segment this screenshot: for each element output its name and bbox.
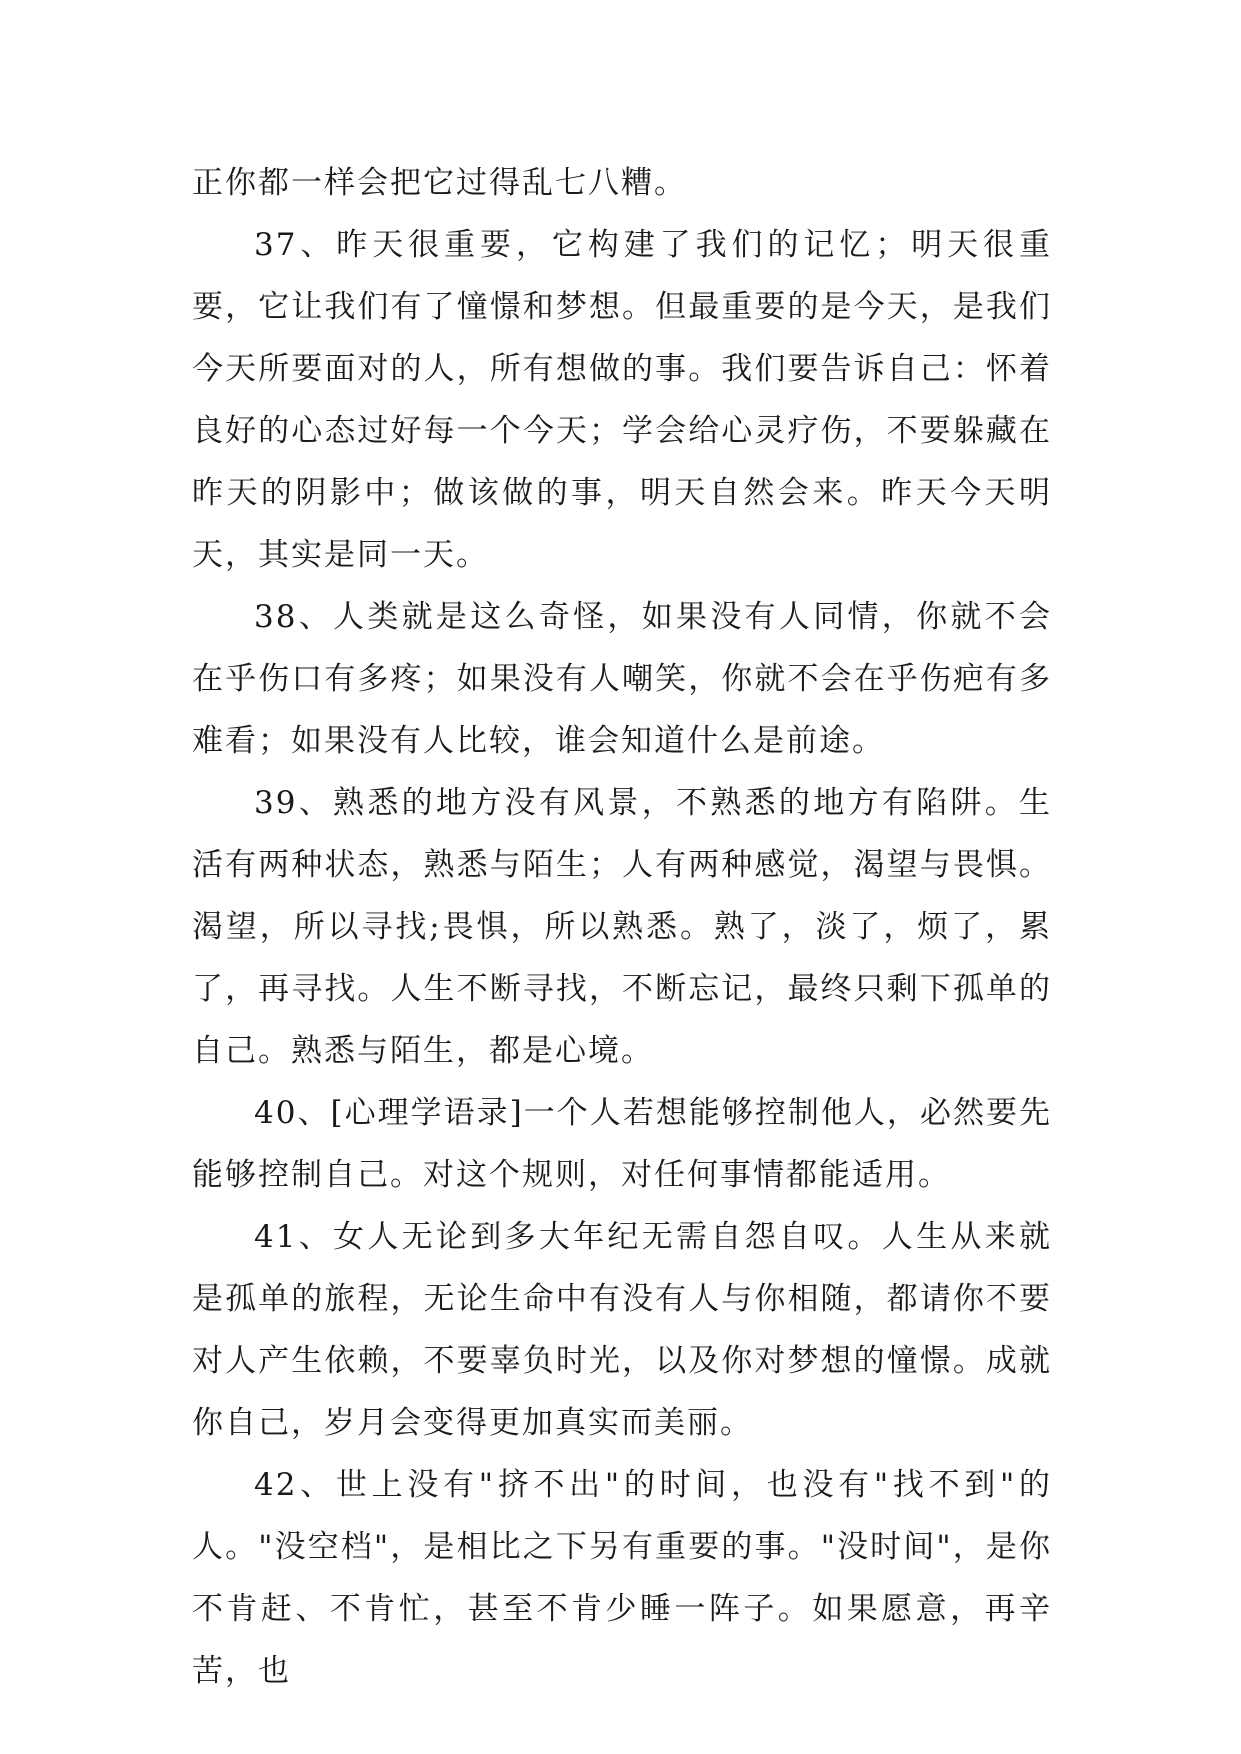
- paragraph-37: 37、昨天很重要，它构建了我们的记忆；明天很重要，它让我们有了憧憬和梦想。但最重要的是今天，是我们今天所要面对的人，所有想做的事。我们要告诉自己：怀着良好的心态过好每一个今天；学会给心灵疗伤，不要躲藏在昨天的阴影中；做该做的事，明天自然会来。昨天今天明天，其实是同一天。: [192, 227, 1052, 573]
- paragraph-38: 38、人类就是这么奇怪，如果没有人同情，你就不会在乎伤口有多疼；如果没有人嘲笑，你就不会在乎伤疤有多难看；如果没有人比较，谁会知道什么是前途。: [192, 599, 1052, 759]
- paragraph-42: 42、世上没有"挤不出"的时间，也没有"找不到"的人。"没空档"，是相比之下另有重要的事。"没时间"，是你不肯赶、不肯忙，甚至不肯少睡一阵子。如果愿意，再辛苦，也: [192, 1467, 1052, 1689]
- paragraph-41: 41、女人无论到多大年纪无需自怨自叹。人生从来就是孤单的旅程，无论生命中有没有人与你相随，都请你不要对人产生依赖，不要辜负时光，以及你对梦想的憧憬。成就你自己，岁月会变得更加真实而美丽。: [192, 1219, 1052, 1441]
- paragraph-continuation: 正你都一样会把它过得乱七八糟。: [192, 165, 687, 201]
- paragraph-39: 39、熟悉的地方没有风景，不熟悉的地方有陷阱。生活有两种状态，熟悉与陌生；人有两种感觉，渴望与畏惧。渴望，所以寻找;畏惧，所以熟悉。熟了，淡了，烦了，累了，再寻找。人生不断寻找，不断忘记，最终只剩下孤单的自己。熟悉与陌生，都是心境。: [192, 785, 1052, 1069]
- paragraph-40: 40、[心理学语录]一个人若想能够控制他人，必然要先能够控制自己。对这个规则，对任何事情都能适用。: [192, 1095, 1052, 1193]
- body-text: [192, 152, 1052, 1702]
